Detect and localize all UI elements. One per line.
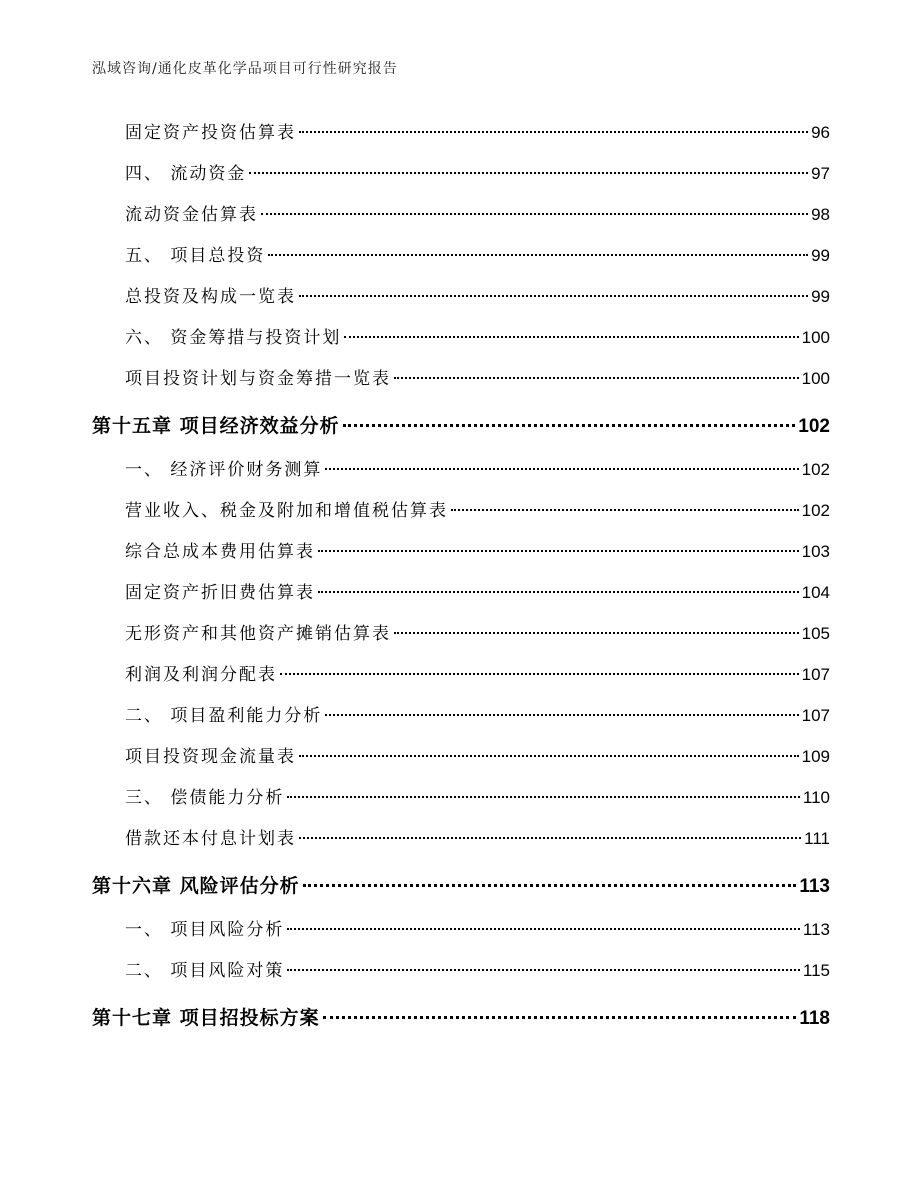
toc-entry-title: 利润及利润分配表 bbox=[125, 665, 277, 685]
toc-dot-leader bbox=[343, 424, 796, 427]
toc-page-number: 99 bbox=[811, 287, 830, 306]
toc-page-number: 102 bbox=[801, 460, 830, 479]
toc-page-number: 118 bbox=[799, 1008, 830, 1029]
toc-chapter-entry[interactable] bbox=[92, 411, 830, 453]
toc-section-entry[interactable] bbox=[92, 619, 830, 660]
toc-entry-title: 第十六章 风险评估分析 bbox=[92, 875, 300, 897]
toc-section-entry[interactable] bbox=[92, 578, 830, 619]
toc-page-number: 107 bbox=[801, 706, 830, 725]
toc-section-entry[interactable] bbox=[92, 323, 830, 364]
toc-dot-leader bbox=[323, 1016, 797, 1019]
toc-section-entry[interactable] bbox=[92, 701, 830, 742]
toc-dot-leader bbox=[318, 591, 799, 593]
toc-entry-title: 第十五章 项目经济效益分析 bbox=[92, 415, 340, 437]
toc-section-entry[interactable] bbox=[92, 824, 830, 865]
toc-entry-title: 无形资产和其他资产摊销估算表 bbox=[125, 624, 391, 644]
toc-entry-title: 四、 流动资金 bbox=[125, 164, 247, 184]
toc-dot-leader bbox=[299, 295, 808, 297]
toc-entry-title: 三、 偿债能力分析 bbox=[125, 788, 285, 808]
toc-entry-title: 总投资及构成一览表 bbox=[125, 287, 296, 307]
toc-page-number: 115 bbox=[802, 961, 830, 980]
toc-chapter-entry[interactable] bbox=[92, 1003, 830, 1045]
toc-section-entry[interactable] bbox=[92, 159, 830, 200]
toc-dot-leader bbox=[394, 632, 799, 634]
toc-section-entry[interactable] bbox=[92, 496, 830, 537]
toc-dot-leader bbox=[287, 969, 799, 971]
toc-page-number: 100 bbox=[801, 369, 830, 388]
toc-page-number: 98 bbox=[811, 205, 830, 224]
toc-dot-leader bbox=[303, 884, 797, 887]
toc-page-number: 111 bbox=[804, 829, 830, 848]
toc-section-entry[interactable] bbox=[92, 241, 830, 282]
toc-entry-title: 营业收入、税金及附加和增值税估算表 bbox=[125, 501, 448, 521]
toc-page-number: 97 bbox=[811, 164, 830, 183]
toc-page-number: 104 bbox=[801, 583, 830, 602]
toc-dot-leader bbox=[344, 336, 798, 338]
toc-page-number: 102 bbox=[798, 416, 830, 437]
table-of-contents bbox=[92, 118, 830, 1047]
toc-dot-leader bbox=[268, 254, 808, 256]
toc-entry-title: 二、 项目盈利能力分析 bbox=[125, 706, 323, 726]
toc-dot-leader bbox=[249, 172, 808, 174]
toc-section-entry[interactable] bbox=[92, 783, 830, 824]
toc-entry-title: 第十七章 项目招投标方案 bbox=[92, 1007, 320, 1029]
toc-entry-title: 一、 项目风险分析 bbox=[125, 920, 285, 940]
toc-dot-leader bbox=[325, 714, 798, 716]
toc-page-number: 103 bbox=[801, 542, 830, 561]
toc-entry-title: 项目投资现金流量表 bbox=[125, 747, 296, 767]
toc-page-number: 113 bbox=[799, 876, 830, 897]
toc-entry-title: 五、 项目总投资 bbox=[125, 246, 266, 266]
toc-page-number: 96 bbox=[811, 123, 830, 142]
toc-page-number: 110 bbox=[802, 788, 830, 807]
toc-dot-leader bbox=[318, 550, 799, 552]
toc-dot-leader bbox=[287, 796, 799, 798]
toc-dot-leader bbox=[299, 755, 799, 757]
toc-entry-title: 一、 经济评价财务测算 bbox=[125, 460, 323, 480]
toc-dot-leader bbox=[299, 837, 801, 839]
toc-entry-title: 综合总成本费用估算表 bbox=[125, 542, 315, 562]
toc-section-entry[interactable] bbox=[92, 455, 830, 496]
toc-page-number: 102 bbox=[801, 501, 830, 520]
toc-entry-title: 固定资产折旧费估算表 bbox=[125, 583, 315, 603]
toc-entry-title: 二、 项目风险对策 bbox=[125, 961, 285, 981]
toc-section-entry[interactable] bbox=[92, 200, 830, 241]
toc-dot-leader bbox=[451, 509, 799, 511]
toc-entry-title: 项目投资计划与资金筹措一览表 bbox=[125, 369, 391, 389]
toc-section-entry[interactable] bbox=[92, 915, 830, 956]
toc-section-entry[interactable] bbox=[92, 956, 830, 997]
toc-section-entry[interactable] bbox=[92, 364, 830, 405]
toc-page-number: 113 bbox=[802, 920, 830, 939]
toc-page-number: 107 bbox=[801, 665, 830, 684]
toc-page-number: 109 bbox=[801, 747, 830, 766]
toc-section-entry[interactable] bbox=[92, 742, 830, 783]
toc-section-entry[interactable] bbox=[92, 537, 830, 578]
toc-page-number: 100 bbox=[801, 328, 830, 347]
toc-dot-leader bbox=[394, 377, 799, 379]
toc-dot-leader bbox=[325, 468, 798, 470]
toc-page-number: 105 bbox=[801, 624, 830, 643]
running-header: 泓域咨询/通化皮革化学品项目可行性研究报告 bbox=[92, 61, 398, 77]
toc-page-number: 99 bbox=[811, 246, 830, 265]
toc-dot-leader bbox=[299, 131, 808, 133]
toc-dot-leader bbox=[280, 673, 799, 675]
toc-dot-leader bbox=[287, 928, 799, 930]
toc-section-entry[interactable] bbox=[92, 660, 830, 701]
toc-entry-title: 六、 资金筹措与投资计划 bbox=[125, 328, 342, 348]
toc-entry-title: 借款还本付息计划表 bbox=[125, 829, 296, 849]
toc-dot-leader bbox=[261, 213, 808, 215]
toc-section-entry[interactable] bbox=[92, 118, 830, 159]
toc-entry-title: 固定资产投资估算表 bbox=[125, 123, 296, 143]
toc-section-entry[interactable] bbox=[92, 282, 830, 323]
toc-chapter-entry[interactable] bbox=[92, 871, 830, 913]
toc-entry-title: 流动资金估算表 bbox=[125, 205, 258, 225]
